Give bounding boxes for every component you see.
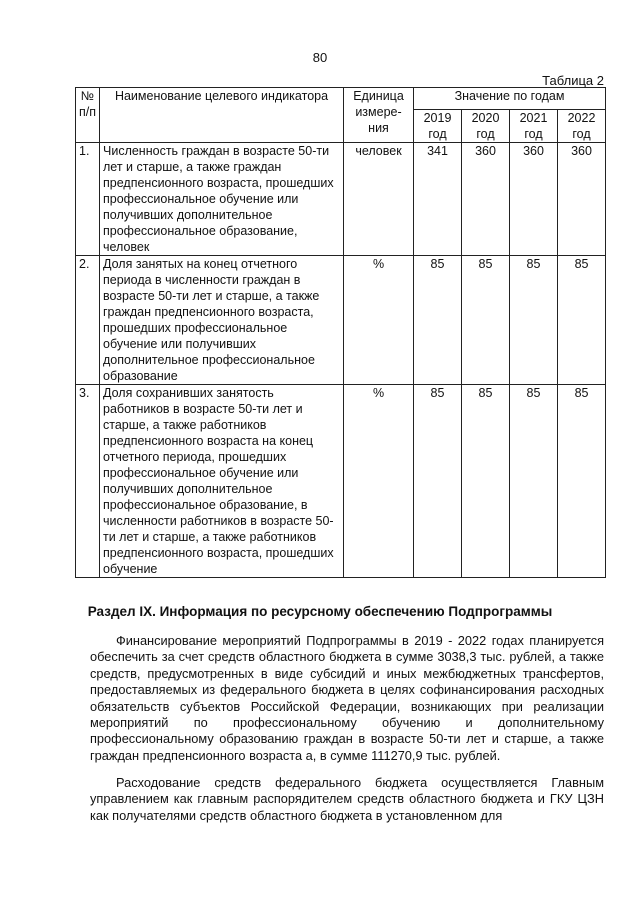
row-value: 341 <box>414 143 462 256</box>
header-indicator-name: Наименование целевого индикатора <box>100 88 344 143</box>
table-row <box>76 256 606 385</box>
row-value: 85 <box>414 385 462 578</box>
row-unit: человек <box>344 143 414 256</box>
row-value: 360 <box>558 143 606 256</box>
row-num: 1. <box>76 143 100 256</box>
row-value: 85 <box>510 256 558 385</box>
header-year: 2019 год <box>414 110 462 143</box>
header-year: 2022 год <box>558 110 606 143</box>
table-row <box>76 385 606 578</box>
row-indicator-name: Доля сохранивших занятость работников в возрасте 50-ти лет и старше, а также работников предпенсионного возраста на конец отчетного периода, прошедших профессиональное обучение или получивших дополнительное профессиональное образование, в численности работников в возрасте 50-ти лет и старше, а также работников предпенсионного возраста, прошедших обучение <box>100 385 344 578</box>
row-value: 85 <box>558 256 606 385</box>
header-unit: Единица измере-ния <box>344 88 414 143</box>
row-num: 3. <box>76 385 100 578</box>
row-value: 85 <box>510 385 558 578</box>
paragraph-financing: Финансирование мероприятий Подпрограммы в 2019 - 2022 годах планируется обеспечить за счет средств областного бюджета в сумме 3038,3 тыс. рублей, а также средств, предусмотренных в виде субсидий и иных межбюджетных трансфертов, предоставляемых из федерального бюджета в целях софинансирования расходных обязательств субъектов Российской Федерации, возникающих при реализации мероприятий по профессиональному обучению и дополнительному профессиональному образованию граждан в возрасте 50-ти лет и старше, а также граждан предпенсионного возраста а, в сумме 111270,9 тыс. рублей. <box>90 633 604 763</box>
paragraph-spending: Расходование средств федерального бюджета осуществляется Главным управлением как главным распорядителем средств областного бюджета и ГКУ ЦЗН как получателями средств областного бюджета в установленном для <box>90 775 604 823</box>
row-value: 85 <box>414 256 462 385</box>
row-unit: % <box>344 256 414 385</box>
header-year: 2020 год <box>462 110 510 143</box>
row-num: 2. <box>76 256 100 385</box>
row-value: 85 <box>462 256 510 385</box>
row-indicator-name: Численность граждан в возрасте 50-ти лет и старше, а также граждан предпенсионного возраста, прошедших профессиональное обучение или получивших дополнительное профессиональное образование, человек <box>100 143 344 256</box>
section-title: Раздел IX. Информация по ресурсному обеспечению Подпрограммы <box>87 604 553 619</box>
header-values-by-year: Значение по годам <box>414 88 606 110</box>
header-row-top <box>76 88 606 110</box>
row-value: 360 <box>462 143 510 256</box>
row-unit: % <box>344 385 414 578</box>
row-indicator-name: Доля занятых на конец отчетного периода в численности граждан в возрасте 50-ти лет и старше, а также граждан предпенсионного возраста, прошедших профессиональное обучение или получивших дополнительное профессиональное образование <box>100 256 344 385</box>
row-value: 85 <box>462 385 510 578</box>
page-number: 80 <box>312 50 328 65</box>
row-value: 360 <box>510 143 558 256</box>
table-label: Таблица 2 <box>542 73 604 88</box>
row-value: 85 <box>558 385 606 578</box>
header-year: 2021 год <box>510 110 558 143</box>
header-num: № п/п <box>76 88 100 143</box>
indicators-table <box>75 87 606 578</box>
table-row <box>76 143 606 256</box>
